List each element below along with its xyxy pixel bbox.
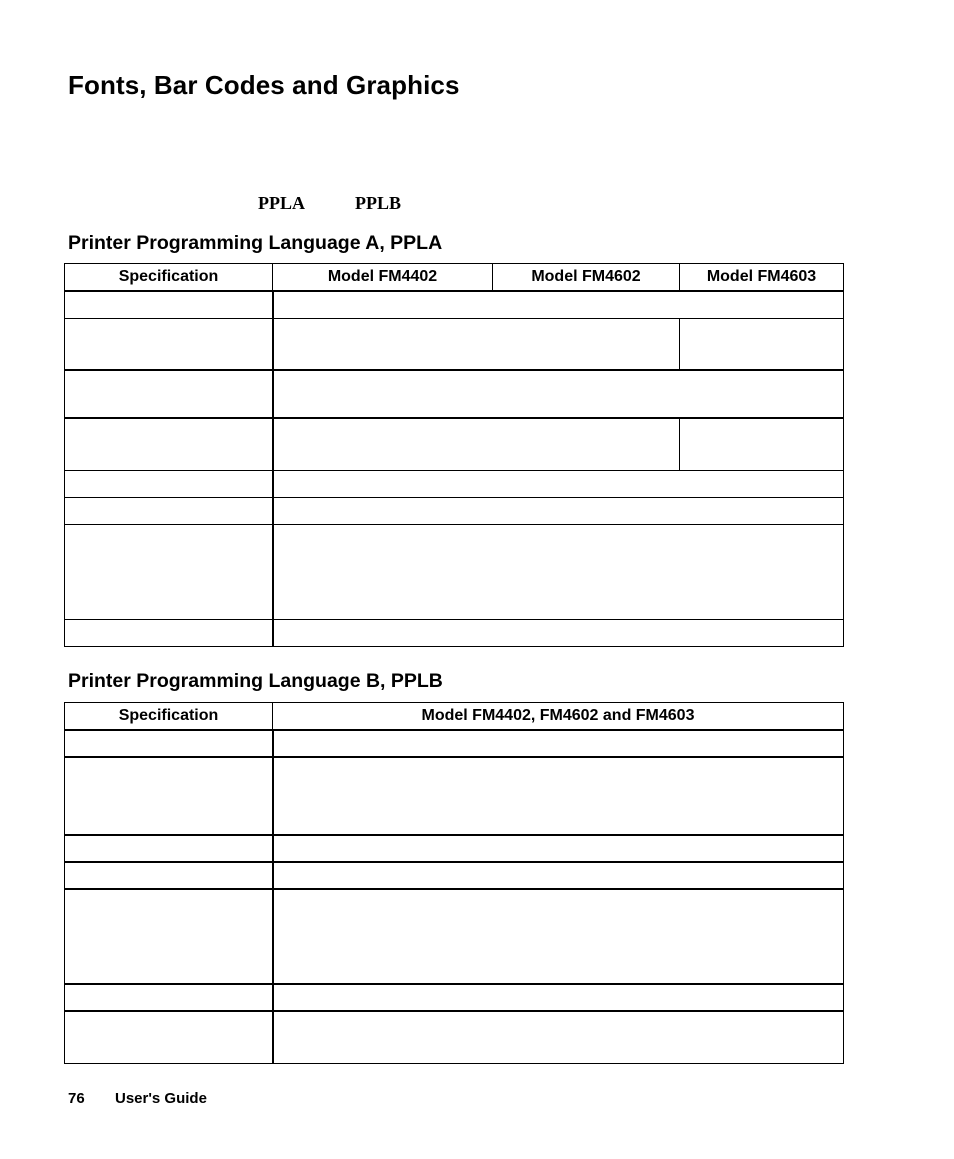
table-cell: [680, 318, 844, 370]
table-cell: [273, 470, 844, 497]
ppla-section-heading: Printer Programming Language A, PPLA: [68, 232, 443, 254]
table-cell: [65, 862, 273, 889]
pplb-section-heading: Printer Programming Language B, PPLB: [68, 670, 443, 692]
table-cell: [273, 291, 844, 318]
footer-guide-label: User's Guide: [115, 1090, 207, 1107]
table-cell: [65, 418, 273, 470]
table-cell: [273, 862, 844, 889]
table-row: [65, 524, 844, 619]
table-header-row: [65, 703, 844, 731]
table-row: [65, 619, 844, 646]
pplb-spec-table: [64, 702, 844, 1064]
intro-term-pplb: PPLB: [355, 193, 402, 213]
table-cell: [273, 619, 844, 646]
table-cell: [65, 835, 273, 862]
table-cell: [65, 318, 273, 370]
table-cell: [273, 757, 844, 835]
column-header-fm4603: Model FM4603: [680, 264, 844, 292]
table-cell: [273, 497, 844, 524]
table-cell: [273, 835, 844, 862]
table-row: [65, 862, 844, 889]
column-header-specification: Specification: [65, 703, 273, 731]
table-row: [65, 1011, 844, 1063]
table-row: [65, 318, 844, 370]
table-cell: [273, 524, 844, 619]
table-row: [65, 757, 844, 835]
table-row: [65, 370, 844, 418]
table-cell: [65, 524, 273, 619]
table-cell: [273, 318, 680, 370]
page-title: Fonts, Bar Codes and Graphics: [68, 70, 460, 100]
column-header-fm4402: Model FM4402: [273, 264, 493, 292]
table-row: [65, 497, 844, 524]
column-header-fm4602: Model FM4602: [493, 264, 680, 292]
table-row: [65, 730, 844, 757]
ppla-spec-table: [64, 263, 844, 647]
table-cell: [273, 370, 844, 418]
intro-term-ppla: PPLA: [258, 193, 305, 213]
column-header-all-models: Model FM4402, FM4602 and FM4603: [273, 703, 844, 731]
table-cell: [65, 1011, 273, 1063]
table-cell: [273, 730, 844, 757]
table-row: [65, 418, 844, 470]
table-header-row: [65, 264, 844, 292]
table-cell: [65, 984, 273, 1011]
table-cell: [273, 889, 844, 984]
table-cell: [65, 730, 273, 757]
column-header-specification: Specification: [65, 264, 273, 292]
table-cell: [65, 889, 273, 984]
table-cell: [65, 619, 273, 646]
table-row: [65, 984, 844, 1011]
table-cell: [65, 470, 273, 497]
table-cell: [273, 984, 844, 1011]
table-cell: [680, 418, 844, 470]
table-cell: [65, 291, 273, 318]
table-row: [65, 291, 844, 318]
table-cell: [65, 757, 273, 835]
page-number: 76: [68, 1090, 85, 1107]
table-cell: [273, 418, 680, 470]
table-row: [65, 470, 844, 497]
table-row: [65, 889, 844, 984]
table-cell: [65, 370, 273, 418]
table-row: [65, 835, 844, 862]
table-cell: [65, 497, 273, 524]
table-cell: [273, 1011, 844, 1063]
